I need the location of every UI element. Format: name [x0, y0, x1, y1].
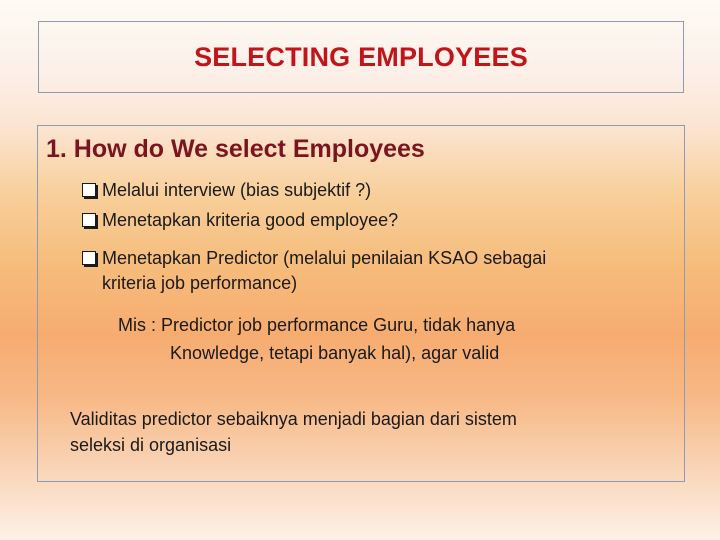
bullet-text-line1: Menetapkan Predictor (melalui penilaian KSAO sebagai [102, 248, 547, 268]
content-box [37, 125, 685, 482]
note-line-2: Knowledge, tetapi banyak hal), agar valid [170, 343, 500, 363]
title-box [38, 21, 684, 93]
checkbox-bullet-icon [82, 251, 96, 265]
bullet-text: Menetapkan kriteria good employee? [102, 210, 399, 230]
section-heading: 1. How do We select Employees [46, 135, 425, 163]
bullet-item-1 [82, 178, 371, 203]
bullet-text-line2: kriteria job performance) [102, 273, 298, 293]
slide-title: SELECTING EMPLOYEES [194, 41, 528, 72]
checkbox-bullet-icon [82, 183, 96, 197]
bullet-item-2 [82, 208, 398, 233]
bullet-item-3 [82, 246, 546, 296]
validity-paragraph [70, 406, 517, 458]
validity-line-1: Validitas predictor sebaiknya menjadi bagian dari sistem [70, 409, 517, 429]
checkbox-bullet-icon [82, 213, 96, 227]
bullet-text: Melalui interview (bias subjektif ?) [102, 180, 372, 200]
validity-line-2: seleksi di organisasi [70, 435, 232, 455]
note-line-1: Mis : Predictor job performance Guru, tidak hanya [118, 315, 516, 335]
